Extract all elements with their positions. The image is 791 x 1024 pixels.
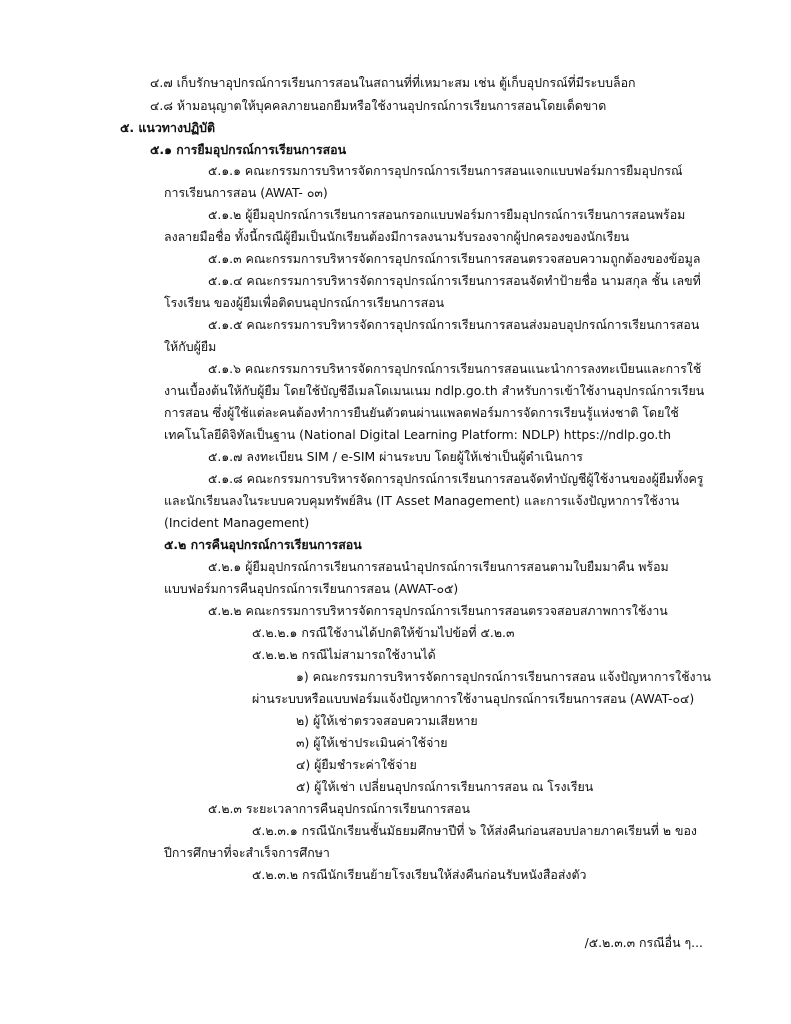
item-5-2-1: ๕.๒.๑ ผู้ยืมอุปกรณ์การเรียนการสอนนำอุปกรณ์การเรียนการสอนตามใบยืมมาคืน พร้อม bbox=[208, 559, 669, 574]
item-5-1-1-cont: การเรียนการสอน (AWAT- ๐๓) bbox=[164, 185, 328, 200]
section-5-2-heading: ๕.๒ การคืนอุปกรณ์การเรียนการสอน bbox=[164, 537, 362, 552]
item-5-1-4-cont: โรงเรียน ของผู้ยืมเพื่อติดบนอุปกรณ์การเรียนการสอน bbox=[164, 295, 445, 310]
item-5-1-2-cont: ลงลายมือชื่อ ทั้งนี้กรณีผู้ยืมเป็นนักเรียนต้องมีการลงนามรับรองจากผู้ปกครองของนักเรียน bbox=[164, 229, 630, 244]
step-3: ๓) ผู้ให้เช่าประเมินค่าใช้จ่าย bbox=[296, 735, 448, 750]
item-5-1-8-cont-2: (Incident Management) bbox=[164, 515, 310, 530]
item-5-1-2: ๕.๑.๒ ผู้ยืมอุปกรณ์การเรียนการสอนกรอกแบบฟอร์มการยืมอุปกรณ์การเรียนการสอนพร้อม bbox=[208, 207, 686, 222]
item-5-1-4: ๕.๑.๔ คณะกรรมการบริหารจัดการอุปกรณ์การเรียนการสอนจัดทำป้ายชื่อ นามสกุล ชั้น เลขที่ bbox=[208, 273, 701, 288]
item-5-1-8-cont-1: และนักเรียนลงในระบบควบคุมทรัพย์สิน (IT Asset Management) และการแจ้งปัญหาการใช้งาน bbox=[164, 493, 680, 508]
item-5-2-2: ๕.๒.๒ คณะกรรมการบริหารจัดการอุปกรณ์การเรียนการสอนตรวจสอบสภาพการใช้งาน bbox=[208, 603, 668, 618]
item-5-2-1-cont: แบบฟอร์มการคืนอุปกรณ์การเรียนการสอน (AWAT-๐๕) bbox=[164, 581, 459, 596]
item-5-1-6-cont-1: งานเบื้องต้นให้กับผู้ยืม โดยใช้บัญชีอีเมลโดเมนเนม ndlp.go.th สำหรับการเข้าใช้งานอุปกรณ์การเรียน bbox=[164, 383, 705, 398]
item-5-1-3: ๕.๑.๓ คณะกรรมการบริหารจัดการอุปกรณ์การเรียนการสอนตรวจสอบความถูกต้องของข้อมูล bbox=[208, 251, 701, 266]
step-4: ๔) ผู้ยืมชำระค่าใช้จ่าย bbox=[296, 757, 417, 772]
item-5-1-5-cont: ให้กับผู้ยืม bbox=[164, 339, 217, 354]
item-5-1-7: ๕.๑.๗ ลงทะเบียน SIM / e-SIM ผ่านระบบ โดยผู้ให้เช่าเป็นผู้ดำเนินการ bbox=[208, 449, 583, 464]
item-5-1-6-cont-3: เทคโนโลยีดิจิทัลเป็นฐาน (National Digital Learning Platform: NDLP) https://ndlp.go.th bbox=[164, 427, 672, 442]
item-5-2-3: ๕.๒.๓ ระยะเวลาการคืนอุปกรณ์การเรียนการสอน bbox=[208, 801, 470, 816]
item-5-2-2-2: ๕.๒.๒.๒ กรณีไม่สามารถใช้งานได้ bbox=[252, 647, 436, 662]
item-5-2-2-1: ๕.๒.๒.๑ กรณีใช้งานได้ปกติให้ข้ามไปข้อที่ ๕.๒.๓ bbox=[252, 625, 515, 640]
step-5: ๕) ผู้ให้เช่า เปลี่ยนอุปกรณ์การเรียนการสอน ณ โรงเรียน bbox=[296, 779, 594, 794]
step-1-cont: ผ่านระบบหรือแบบฟอร์มแจ้งปัญหาการใช้งานอุปกรณ์การเรียนการสอน (AWAT-๐๔) bbox=[252, 691, 695, 706]
continuation-marker: /๕.๒.๓.๓ กรณีอื่น ๆ... bbox=[584, 935, 703, 950]
item-4-8: ๔.๘ ห้ามอนุญาตให้บุคคลภายนอกยืมหรือใช้งานอุปกรณ์การเรียนการสอนโดยเด็ดขาด bbox=[150, 98, 607, 113]
item-5-1-6-cont-2: การสอน ซึ่งผู้ใช้แต่ละคนต้องทำการยืนยันตัวตนผ่านแพลตฟอร์มการจัดการเรียนรู้แห่งชาติ โดยใช้ bbox=[164, 405, 679, 420]
item-5-2-3-1-cont: ปีการศึกษาที่จะสำเร็จการศึกษา bbox=[164, 845, 330, 860]
item-5-1-8: ๕.๑.๘ คณะกรรมการบริหารจัดการอุปกรณ์การเรียนการสอนจัดทำบัญชีผู้ใช้งานของผู้ยืมทั้งครู bbox=[208, 471, 704, 486]
item-5-2-3-1: ๕.๒.๓.๑ กรณีนักเรียนชั้นมัธยมศึกษาปีที่ ๖ ให้ส่งคืนก่อนสอบปลายภาคเรียนที่ ๒ ของ bbox=[252, 823, 697, 838]
item-5-1-5: ๕.๑.๕ คณะกรรมการบริหารจัดการอุปกรณ์การเรียนการสอนส่งมอบอุปกรณ์การเรียนการสอน bbox=[208, 317, 700, 332]
item-5-1-1: ๕.๑.๑ คณะกรรมการบริหารจัดการอุปกรณ์การเรียนการสอนแจกแบบฟอร์มการยืมอุปกรณ์ bbox=[208, 163, 683, 178]
item-5-1-6: ๕.๑.๖ คณะกรรมการบริหารจัดการอุปกรณ์การเรียนการสอนแนะนำการลงทะเบียนและการใช้ bbox=[208, 361, 702, 376]
item-5-2-3-2: ๕.๒.๓.๒ กรณีนักเรียนย้ายโรงเรียนให้ส่งคืนก่อนรับหนังสือส่งตัว bbox=[252, 867, 587, 882]
section-5-1-heading: ๕.๑ การยืมอุปกรณ์การเรียนการสอน bbox=[150, 142, 347, 157]
item-4-7: ๔.๗ เก็บรักษาอุปกรณ์การเรียนการสอนในสถานที่ที่เหมาะสม เช่น ตู้เก็บอุปกรณ์ที่มีระบบล็อก bbox=[150, 75, 636, 90]
step-2: ๒) ผู้ให้เช่าตรวจสอบความเสียหาย bbox=[296, 713, 478, 728]
section-5-heading: ๕. แนวทางปฏิบัติ bbox=[120, 120, 216, 135]
step-1: ๑) คณะกรรมการบริหารจัดการอุปกรณ์การเรียนการสอน แจ้งปัญหาการใช้งาน bbox=[296, 669, 712, 684]
